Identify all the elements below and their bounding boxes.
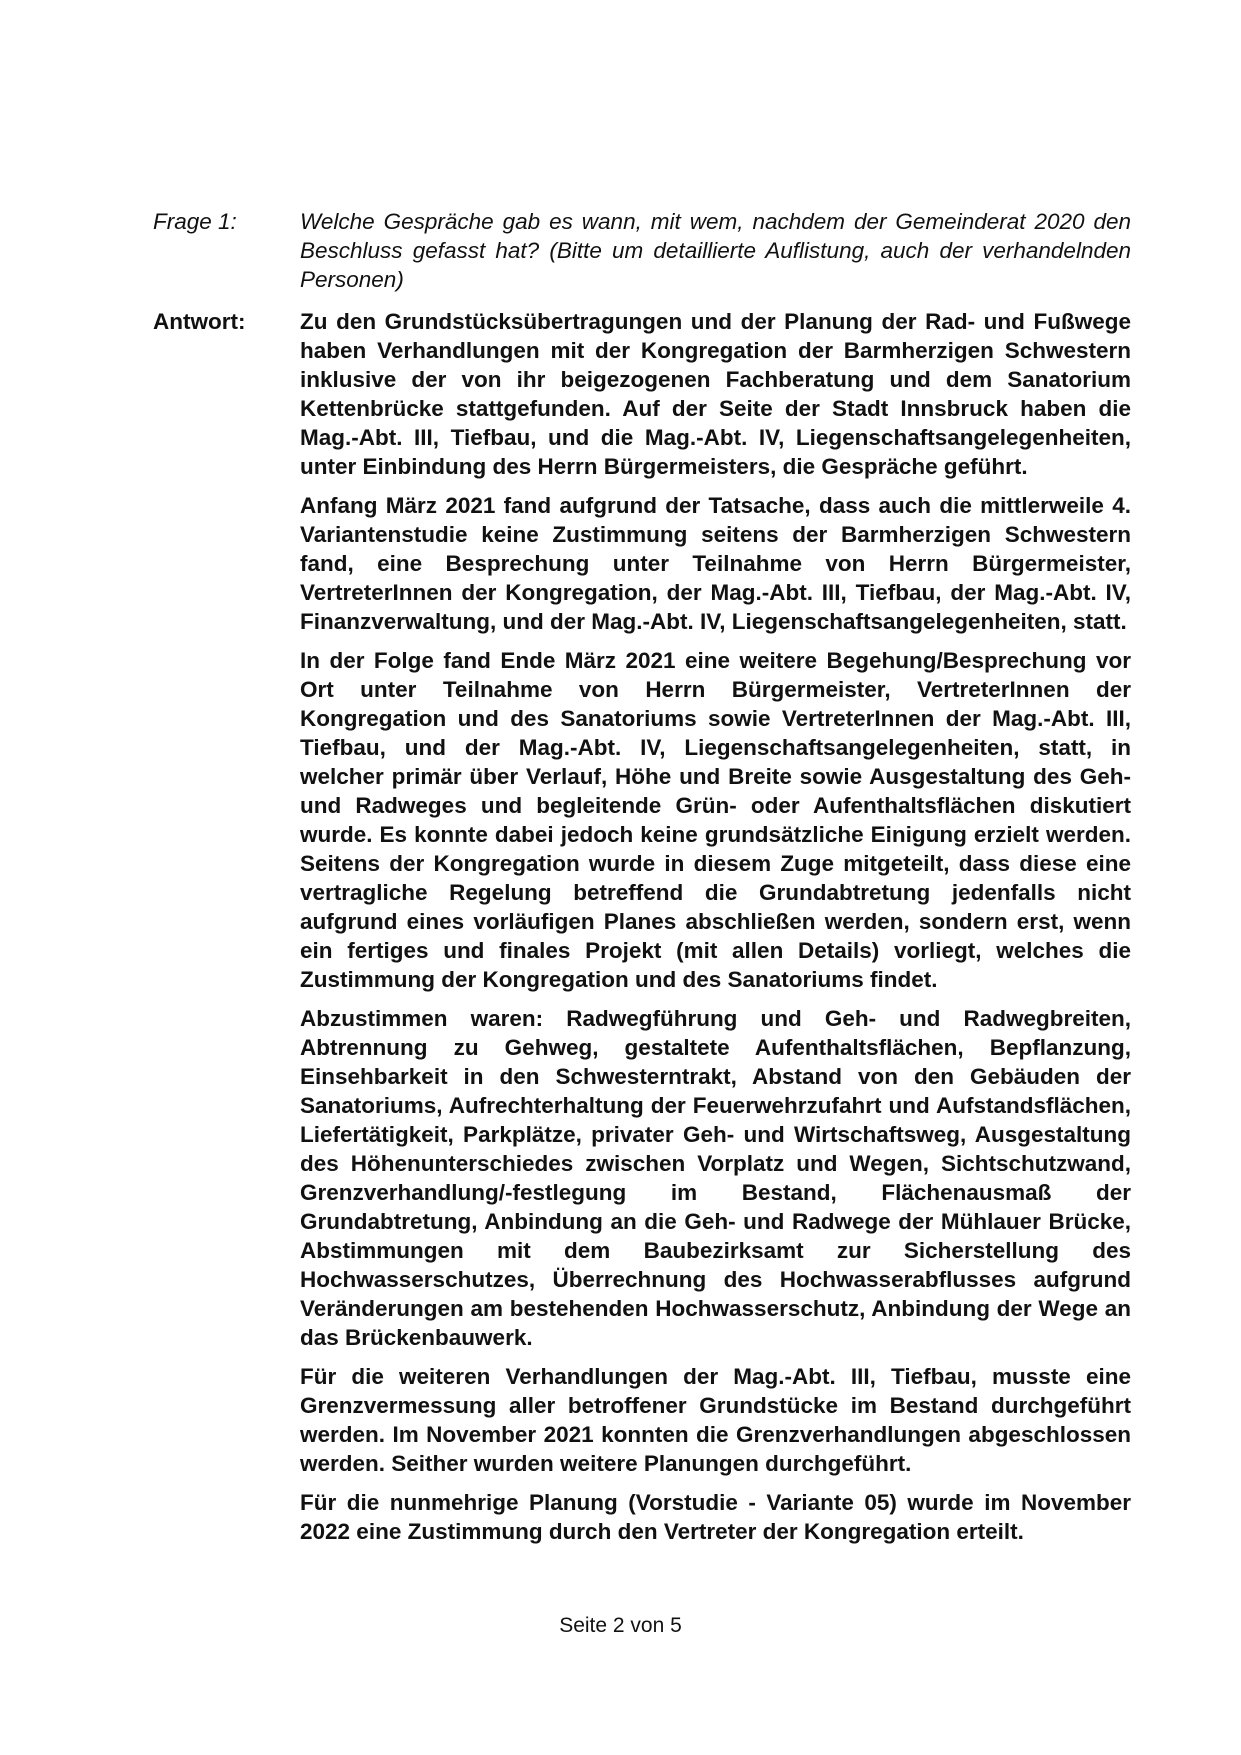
page-number-footer: Seite 2 von 5 [559,1614,682,1637]
answer-text [300,307,1131,1556]
answer-label: Antwort: [153,309,246,334]
question-text [300,207,1131,304]
answer-paragraph-5: Für die weiteren Verhandlungen der Mag.-Abt. III, Tiefbau, musste eine Grenzvermessung aller betroffener Grundstücke im Bestand durchgeführt werden. Im November 2021 konnten die Grenzverhandlungen abgeschlossen werden. Seither wurden weitere Planungen durchgeführt. [300,1364,1131,1476]
answer-paragraph-2: Anfang März 2021 fand aufgrund der Tatsache, dass auch die mittlerweile 4. Variantenstudie keine Zustimmung seitens der Barmherzigen Schwestern fand, eine Besprechung unter Teilnahme von Herrn Bürgermeister, VertreterInnen der Kongregation, der Mag.-Abt. III, Tiefbau, der Mag.-Abt. IV, Finanzverwaltung, und der Mag.-Abt. IV, Liegenschaftsangelegenheiten, statt. [300,493,1131,634]
answer-paragraph-4: Abzustimmen waren: Radwegführung und Geh- und Radwegbreiten, Abtrennung zu Gehweg, gestaltete Aufenthaltsflächen, Bepflanzung, Einsehbarkeit in den Schwesterntrakt, Abstand von den Gebäuden der Sanatoriums, Aufrechterhaltung der Feuerwehrzufahrt und Aufstandsflächen, Liefertätigkeit, Parkplätze, privater Geh- und Wirtschaftsweg, Ausgestaltung des Höhenunterschiedes zwischen Vorplatz und Wegen, Sichtschutzwand, Grenzverhandlung/-festlegung im Bestand, Flächenausmaß der Grundabtretung, Anbindung an die Geh- und Radwege der Mühlauer Brücke, Abstimmungen mit dem Baubezirksamt zur Sicherstellung des Hochwasserschutzes, Überrechnung des Hochwasserabflusses aufgrund Veränderungen am bestehenden Hochwasserschutz, Anbindung der Wege an das Brückenbauwerk. [300,1006,1131,1350]
answer-paragraph-6: Für die nunmehrige Planung (Vorstudie - Variante 05) wurde im November 2022 eine Zustimmung durch den Vertreter der Kongregation erteilt. [300,1490,1131,1544]
answer-paragraph-1: Zu den Grundstücksübertragungen und der Planung der Rad- und Fußwege haben Verhandlungen mit der Kongregation der Barmherzigen Schwestern inklusive der von ihr beigezogenen Fachberatung und dem Sanatorium Kettenbrücke stattgefunden. Auf der Seite der Stadt Innsbruck haben die Mag.-Abt. III, Tiefbau, und die Mag.-Abt. IV, Liegenschaftsangelegenheiten, unter Einbindung des Herrn Bürgermeisters, die Gespräche geführt. [300,309,1131,479]
question-label: Frage 1: [153,209,237,234]
answer-paragraph-3: In der Folge fand Ende März 2021 eine weitere Begehung/Besprechung vor Ort unter Teilnahme von Herrn Bürgermeister, VertreterInnen der Kongregation und des Sanatoriums sowie VertreterInnen der Mag.-Abt. III, Tiefbau, und der Mag.-Abt. IV, Liegenschaftsangelegenheiten, statt, in welcher primär über Verlauf, Höhe und Breite sowie Ausgestaltung des Geh- und Radweges und begleitende Grün- oder Aufenthaltsflächen diskutiert wurde. Es konnte dabei jedoch keine grundsätzliche Einigung erzielt werden. Seitens der Kongregation wurde in diesem Zuge mitgeteilt, dass diese eine vertragliche Regelung betreffend die Grundabtretung jedenfalls nicht aufgrund eines vorläufigen Planes abschließen werden, sondern erst, wenn ein fertiges und finales Projekt (mit allen Details) vorliegt, welches die Zustimmung der Kongregation und des Sanatoriums findet. [300,648,1131,992]
question-paragraph: Welche Gespräche gab es wann, mit wem, nachdem der Gemeinderat 2020 den Beschluss gefasst hat? (Bitte um detaillierte Auflistung, auch der verhandelnden Personen) [300,209,1131,292]
